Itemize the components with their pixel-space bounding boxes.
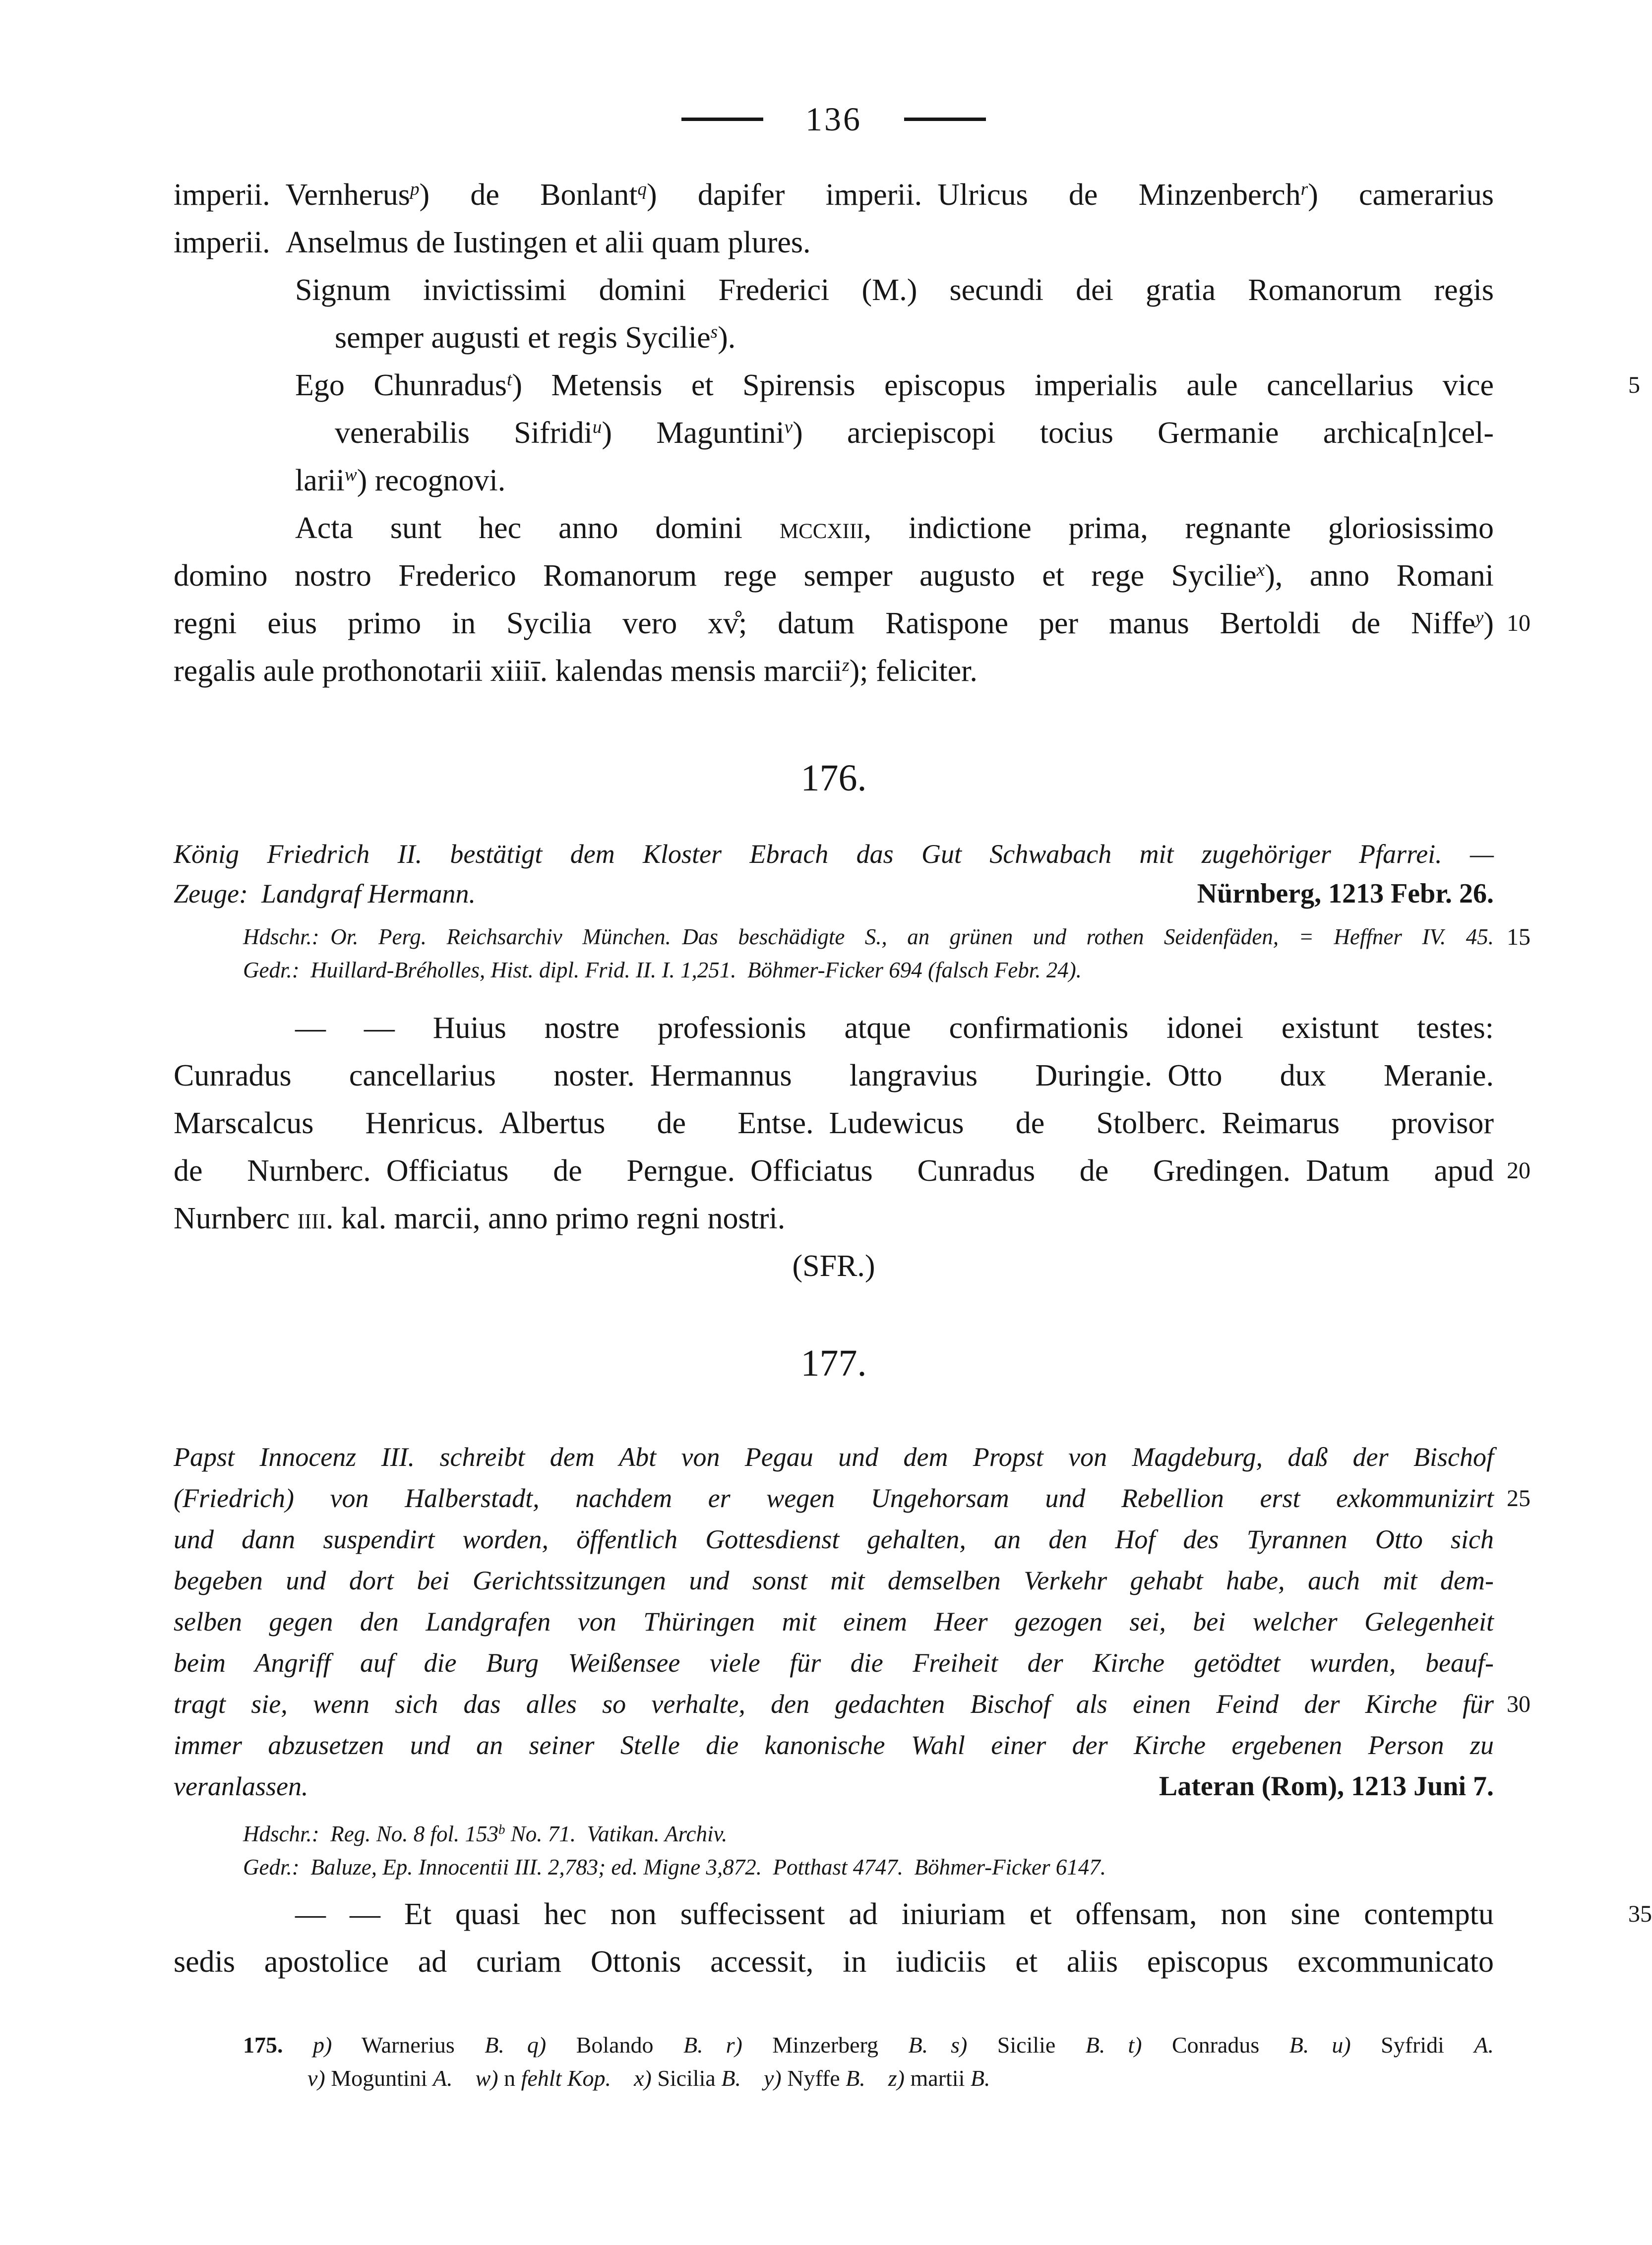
entry-176-number: 176. [800, 757, 867, 799]
signum-line: Signum invictissimi domini Frederici (M.) secundi dei gratia Romanorum regis [295, 273, 1494, 307]
charter-text-line: de Nurnberc. Officiatus de Perngue. Officiatus Cunradus de Gredingen. Datum apud 20 [174, 1147, 1494, 1195]
recognition-line: Ego Chunradus$^t$) Metensis et Spirensis episcopus imperialis aule cancellarius vice 5 [174, 362, 1494, 409]
footnotes [174, 2028, 1494, 2095]
margin-line-number: 5 [1628, 372, 1640, 398]
entry-176-sources [174, 920, 1530, 987]
datum-line: regni eius primo in Sycilia vero xv̊; datum Ratispone per manus Bertoldi de Niffe$^y$) 10 [174, 600, 1494, 647]
margin-line-number: 30 [1507, 1691, 1530, 1717]
regest-line: selben gegen den Landgrafen von Thüringen mit einem Heer gezogen sei, bei welcher Gelegenheit [174, 1607, 1494, 1637]
charter-text-line: sedis apostolice ad curiam Ottonis accessit, in iudiciis et aliis episcopus excommunicato [174, 1945, 1494, 1979]
regest-line: tragt sie, wenn sich das alles so verhalte, den gedachten Bischof als einen Feind der Kirche für 30 [174, 1684, 1494, 1725]
margin-line-number: 10 [1507, 610, 1530, 636]
regest-line: beim Angriff auf die Burg Weißensee viele für die Freiheit der Kirche getödtet wurden, beauf- [174, 1648, 1494, 1678]
source-line: Hdschr.: Or. Perg. Reichsarchiv München. Das beschädigte S., an grünen und rothen Seidenfäden, = Heffner IV. 45. 15 [174, 920, 1494, 954]
charter-text-line: Cunradus cancellarius noster. Hermannus langravius Duringie. Otto dux Meranie. [174, 1059, 1494, 1092]
source-line: Hdschr.: Reg. No. 8 fol. 153$^b$ No. 71. Vatikan. Archiv. [243, 1821, 728, 1846]
margin-line-number: 15 [1507, 924, 1530, 950]
regest-date-line [174, 1766, 1494, 1807]
entry-177-text [174, 1890, 1652, 1986]
regest-line: immer abzusetzen und an seiner Stelle die kanonische Wahl einer der Kirche ergebenen Person zu [174, 1730, 1494, 1760]
regest-line: (Friedrich) von Halberstadt, nachdem er wegen Ungehorsam und Rebellion erst exkommunizirt 25 [174, 1478, 1494, 1519]
recognition-line: larii$^w$) recognovi. [295, 464, 506, 497]
entry-176-text [174, 1004, 1530, 1290]
regest-text: veranlassen. [174, 1771, 308, 1801]
footnote-line: 175. p) Warnerius B. q) Bolando B. r) Minzerberg B. s) Sicilie B. t) Conradus B. u) Syfridi A. [243, 2032, 1494, 2058]
entry-177-regest [174, 1437, 1530, 1807]
footnote-line: v) Moguntini A. w) n fehlt Kop. x) Sicilia B. y) Nyffe B. z) martii B. [307, 2065, 990, 2091]
page-header [174, 99, 1494, 139]
seal-formula: (SFR.) [792, 1249, 875, 1283]
witness-line: imperii. Anselmus de Iustingen et alii quam plures. [174, 226, 811, 259]
entry-176-regest [174, 834, 1494, 913]
regest-line: begeben und dort bei Gerichtssitzungen und sonst mit demselben Verkehr gehabt habe, auch mit dem- [174, 1566, 1494, 1595]
source-line: Gedr.: Huillard-Bréholles, Hist. dipl. Frid. II. I. 1,251. Böhmer-Ficker 694 (falsch Febr. 24). [243, 958, 1082, 982]
header-rule-right [904, 118, 986, 121]
header-rule-left [681, 118, 763, 121]
datum-line: Acta sunt hec anno domini mccxiii, indictione prima, regnante gloriosissimo [295, 511, 1494, 545]
charter-text-line: — — Huius nostre professionis atque confirmationis idonei existunt testes: [295, 1011, 1494, 1045]
page-number: 136 [805, 100, 862, 138]
margin-line-number: 25 [1507, 1485, 1530, 1512]
regest-text: Zeuge: Landgraf Hermann. [174, 879, 476, 909]
recognition-line: venerabilis Sifridi$^u$) Maguntini$^v$) arciepiscopi tocius Germanie archica[n]cel- [335, 416, 1494, 450]
source-line: Gedr.: Baluze, Ep. Innocentii III. 2,783; ed. Migne 3,872. Potthast 4747. Böhmer-Ficker 6147. [243, 1855, 1106, 1880]
datum-line: regalis aule prothonotarii xiiiī. kalendas mensis marcii$^z$); feliciter. [174, 654, 978, 688]
witness-line: imperii. Vernherus$^p$) de Bonlant$^q$) dapifer imperii. Ulricus de Minzenberch$^r$) camerarius [174, 178, 1494, 212]
regest-line: Papst Innocenz III. schreibt dem Abt von Pegau und dem Propst von Magdeburg, daß der Bischof [174, 1442, 1494, 1472]
charter-text-line: Marscalcus Henricus. Albertus de Entse. Ludewicus de Stolberc. Reimarus provisor [174, 1106, 1494, 1140]
signum-line: semper augusti et regis Sycilie$^s$). [335, 321, 736, 355]
regest-line: und dann suspendirt worden, öffentlich Gottesdienst gehalten, an den Hof des Tyrannen Otto sich [174, 1524, 1494, 1554]
regest-line: König Friedrich II. bestätigt dem Kloster Ebrach das Gut Schwabach mit zugehöriger Pfarrei. — [174, 839, 1494, 869]
charter-text-line: — — Et quasi hec non suffecissent ad iniuriam et offensam, non sine contemptu 35 [174, 1890, 1494, 1938]
margin-line-number: 20 [1507, 1157, 1530, 1184]
regest-date-line [174, 874, 1494, 913]
datum-line: domino nostro Frederico Romanorum rege semper augusto et rege Sycilie$^x$), anno Romani [174, 559, 1494, 593]
date-label: Lateran (Rom), 1213 Juni 7. [1159, 1771, 1494, 1802]
entry-177-sources [174, 1818, 1494, 1884]
date-label: Nürnberg, 1213 Febr. 26. [1197, 878, 1494, 909]
entry-177-number: 177. [800, 1342, 867, 1384]
charter-text-line: Nurnberc iiii. kal. marcii, anno primo regni nostri. [174, 1202, 786, 1235]
entry-175-continuation [174, 171, 1640, 695]
margin-line-number: 35 [1628, 1901, 1652, 1927]
